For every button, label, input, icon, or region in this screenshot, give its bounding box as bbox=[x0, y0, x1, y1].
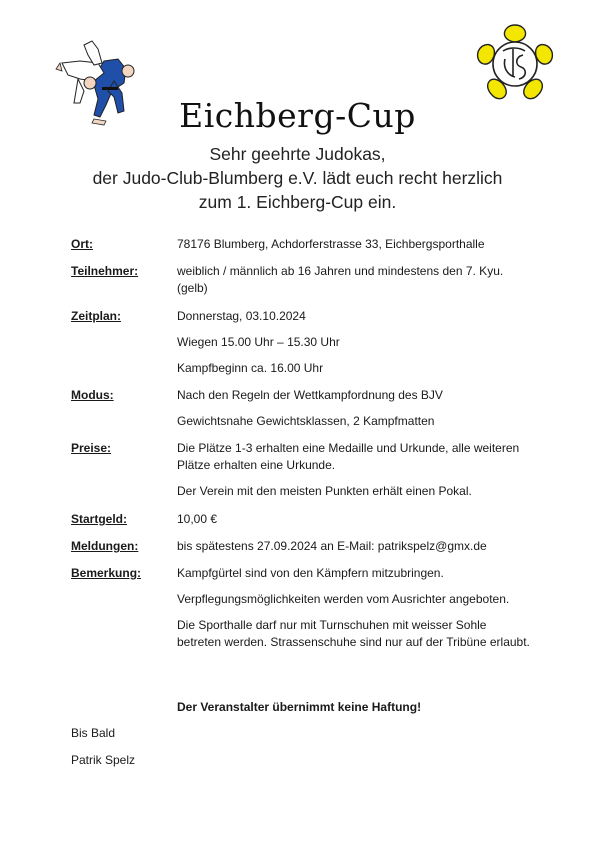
club-emblem-icon bbox=[473, 23, 557, 103]
detail-value bbox=[177, 308, 531, 386]
intro-line: zum 1. Eichberg-Cup ein. bbox=[198, 192, 397, 212]
detail-line: Nach den Regeln der Wettkampfordnung des BJV bbox=[177, 388, 443, 402]
detail-line: Der Verein mit den meisten Punkten erhält einen Pokal. bbox=[177, 484, 472, 498]
document-title: Eichberg-Cup bbox=[179, 96, 416, 136]
detail-line: Kampfgürtel sind von den Kämpfern mitzubringen. bbox=[177, 566, 444, 580]
detail-line: Wiegen 15.00 Uhr – 15.30 Uhr bbox=[177, 335, 340, 349]
detail-label: Ort: bbox=[71, 237, 93, 251]
detail-value bbox=[177, 565, 531, 660]
detail-line: Verpflegungsmöglichkeiten werden vom Ausrichter angeboten. bbox=[177, 592, 510, 606]
detail-value bbox=[177, 387, 531, 439]
disclaimer: Der Veranstalter übernimmt keine Haftung! bbox=[177, 700, 422, 714]
detail-line: Die Sporthalle darf nur mit Turnschuhen mit weisser Sohle betreten werden. Strassenschuhe sind nur auf der Tribüne erlaubt. bbox=[177, 618, 530, 649]
detail-value bbox=[177, 511, 531, 537]
intro-text bbox=[0, 142, 595, 214]
detail-label: Preise: bbox=[71, 441, 112, 455]
detail-line: Die Plätze 1-3 erhalten eine Medaille und Urkunde, alle weiteren Plätze erhalten eine Urkunde. bbox=[177, 441, 520, 472]
detail-value bbox=[177, 236, 531, 262]
detail-label: Modus: bbox=[71, 388, 114, 402]
detail-value bbox=[177, 263, 531, 306]
detail-line: Donnerstag, 03.10.2024 bbox=[177, 309, 306, 323]
detail-label: Bemerkung: bbox=[71, 566, 142, 580]
intro-line: der Judo-Club-Blumberg e.V. lädt euch recht herzlich bbox=[92, 168, 503, 188]
signature: Patrik Spelz bbox=[71, 753, 136, 767]
closing-text: Bis Bald bbox=[71, 726, 116, 740]
detail-label: Zeitplan: bbox=[71, 309, 121, 323]
detail-label: Teilnehmer: bbox=[71, 264, 139, 278]
detail-value bbox=[177, 440, 531, 509]
detail-line: 78176 Blumberg, Achdorferstrasse 33, Eichbergsporthalle bbox=[177, 237, 485, 251]
detail-label: Meldungen: bbox=[71, 539, 139, 553]
intro-line: Sehr geehrte Judokas, bbox=[209, 144, 386, 164]
detail-label: Startgeld: bbox=[71, 512, 128, 526]
detail-line: 10,00 € bbox=[177, 512, 218, 526]
detail-line: Kampfbeginn ca. 16.00 Uhr bbox=[177, 361, 324, 375]
detail-line: weiblich / männlich ab 16 Jahren und mindestens den 7. Kyu. (gelb) bbox=[177, 264, 504, 295]
detail-line: bis spätestens 27.09.2024 an E-Mail: patrikspelz@gmx.de bbox=[177, 539, 487, 553]
detail-value bbox=[177, 538, 531, 564]
detail-line: Gewichtsnahe Gewichtsklassen, 2 Kampfmatten bbox=[177, 414, 435, 428]
